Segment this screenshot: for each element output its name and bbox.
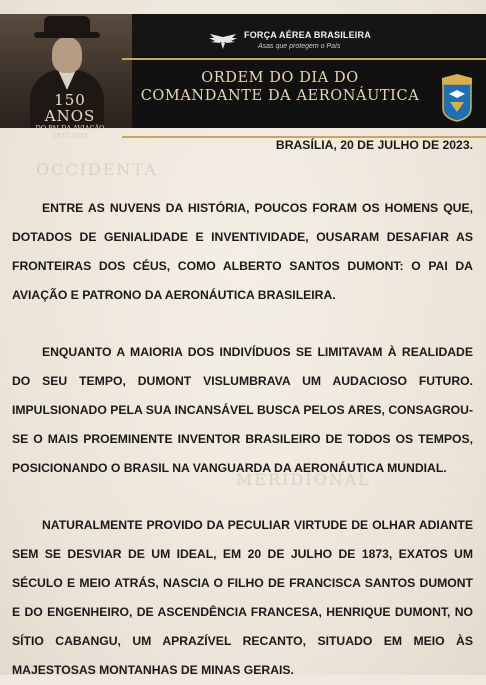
header-banner [0,14,486,140]
anniversary-title: 150 ANOS [44,91,96,125]
aeronautica-crest-icon [440,74,474,122]
paragraph: ENQUANTO A MAIORIA DOS INDIVÍDUOS SE LIMITAVAM À REALIDADE DO SEU TEMPO, DUMONT VISLUMBRAVA UM AUDACIOSO FUTURO. IMPULSIONADO PELA SUA INCANSÁVEL BUSCA PELOS ARES, CONSAGROU-SE O MAIS PROEMINENTE INVENTOR BRASILEIRO DE TODOS OS TEMPOS, POSICIONANDO O BRASIL NA VANGUARDA DA AERONÁUTICA MUNDIAL. [12,345,473,475]
document-body [12,136,473,685]
org-slogan: Asas que protegem o País [258,43,341,50]
paragraph: NATURALMENTE PROVIDO DA PECULIAR VIRTUDE DE OLHAR ADIANTE SEM SE DESVIAR DE UM IDEAL, EM 20 DE JULHO DE 1873, EXATOS UM SÉCULO E MEIO ATRÁS, NASCIA O FILHO DE FRANCISCA SANTOS DUMONT E DO ENGENHEIRO, DE ASCENDÊNCIA FRANCESA, HENRIQUE DUMONT, NO SÍTIO CABANGU, UM APRAZÍVEL RECANTO, SITUADO EM MEIO ÀS MAJESTOSAS MONTANHAS DE MINAS GERAIS. [12,518,473,677]
page-title [132,69,428,105]
background-map-text: OCCIDENTA [36,160,158,179]
anniversary-years: 1873-2023 [52,132,88,140]
anniversary-logo [28,92,112,140]
wings-emblem-icon [208,31,238,51]
title-line-2: COMANDANTE DA AERONÁUTICA [140,88,420,104]
gold-divider-top [122,58,486,60]
paragraph: ENTRE AS NUVENS DA HISTÓRIA, POUCOS FORAM OS HOMENS QUE, DOTADOS DE GENIALIDADE E INVENTIVIDADE, OUSARAM DESAFIAR AS FRONTEIRAS DOS CÉUS, COMO ALBERTO SANTOS DUMONT: O PAI DA AVIAÇÃO E PATRONO DA AERONÁUTICA BRASILEIRA. [12,201,473,302]
title-line-1: ORDEM DO DIA DO [201,70,359,86]
background-map-text: MERIDIONAL [236,470,371,489]
document-date: BRASÍLIA, 20 DE JULHO DE 2023. [275,138,473,152]
org-name: FORÇA AÉREA BRASILEIRA [244,30,371,40]
anniversary-subtitle: DO PAI DA AVIAÇÃO [35,124,105,132]
